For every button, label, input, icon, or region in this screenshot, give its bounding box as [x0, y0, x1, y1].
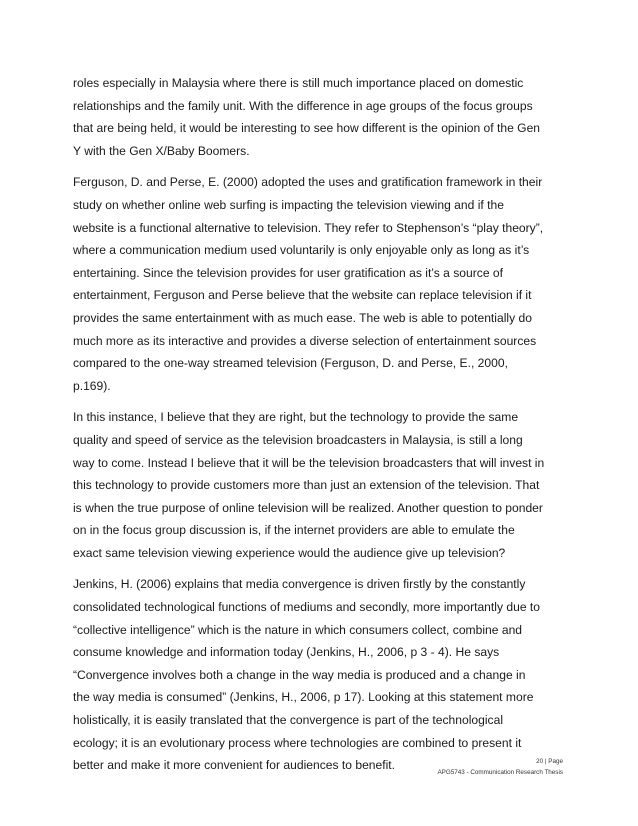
text-line: exact same television viewing experience would the audience give up television?	[73, 545, 506, 560]
paragraph-4	[73, 573, 573, 776]
text-line: Y with the Gen X/Baby Boomers.	[73, 143, 250, 158]
text-line: the way media is consumed” (Jenkins, H., 2006, p 17). Looking at this statement more	[73, 690, 534, 705]
text-line: relationships and the family unit. With the difference in age groups of the focus groups	[73, 98, 533, 113]
text-line: In this instance, I believe that they are right, but the technology to provide the same	[73, 410, 519, 425]
paragraph-1	[73, 72, 573, 162]
text-line: provides the same entertainment with as much ease. The web is able to potentially do	[73, 310, 532, 325]
text-line: way to come. Instead I believe that it will be the television broadcasters that will invest in	[73, 455, 545, 470]
text-line: Jenkins, H. (2006) explains that media convergence is driven firstly by the constantly	[73, 577, 526, 592]
text-line: Ferguson, D. and Perse, E. (2000) adopted the uses and gratification framework in their	[73, 175, 543, 190]
text-line: “collective intelligence” which is the nature in which consumers collect, combine and	[73, 622, 523, 637]
text-line: much more as its interactive and provides a diverse selection of entertainment sources	[73, 333, 537, 348]
page-number: 20 | Page	[536, 758, 563, 765]
paragraph-3	[73, 406, 573, 564]
text-line: ecology; it is an evolutionary process where technologies are combined to present it	[73, 735, 522, 750]
page-footer	[437, 757, 563, 778]
text-line: that are being held, it would be interesting to see how different is the opinion of the Gen	[73, 121, 541, 136]
text-line: roles especially in Malaysia where there is still much importance placed on domestic	[73, 76, 524, 90]
paragraph-2	[73, 171, 573, 397]
text-line: where a communication medium used voluntarily is only enjoyable only as long as it’s	[73, 243, 530, 258]
course-label: APG5743 - Communication Research Thesis	[437, 768, 563, 776]
text-line: consolidated technological functions of mediums and secondly, more importantly due to	[73, 600, 540, 615]
text-line: entertainment, Ferguson and Perse believe that the website can replace television if it	[73, 288, 532, 303]
text-line: “Convergence involves both a change in the way media is produced and a change in	[73, 667, 526, 682]
text-line: compared to the one-way streamed television (Ferguson, D. and Perse, E., 2000,	[73, 356, 508, 371]
text-line: consume knowledge and information today (Jenkins, H., 2006, p 3 - 4). He says	[73, 645, 500, 660]
text-line: on in the focus group discussion is, if the internet providers are able to emulate the	[73, 523, 515, 538]
body-text	[73, 72, 573, 786]
text-line: is when the true purpose of online television will be realized. Another question to ponder	[73, 500, 543, 515]
text-line: quality and speed of service as the television broadcasters in Malaysia, is still a long	[73, 432, 523, 447]
text-line: p.169).	[73, 378, 111, 393]
text-line: this technology to provide customers more than just an extension of the television. That	[73, 478, 540, 493]
text-line: website is a functional alternative to television. They refer to Stephenson’s “play theory”,	[73, 220, 544, 235]
text-line: entertaining. Since the television provides for user gratification as it’s a source of	[73, 265, 504, 280]
text-line: better and make it more convenient for audiences to benefit.	[73, 758, 396, 773]
text-line: holistically, it is easily translated that the convergence is part of the technological	[73, 713, 504, 728]
text-line: study on whether online web surfing is impacting the television viewing and if the	[73, 197, 504, 212]
